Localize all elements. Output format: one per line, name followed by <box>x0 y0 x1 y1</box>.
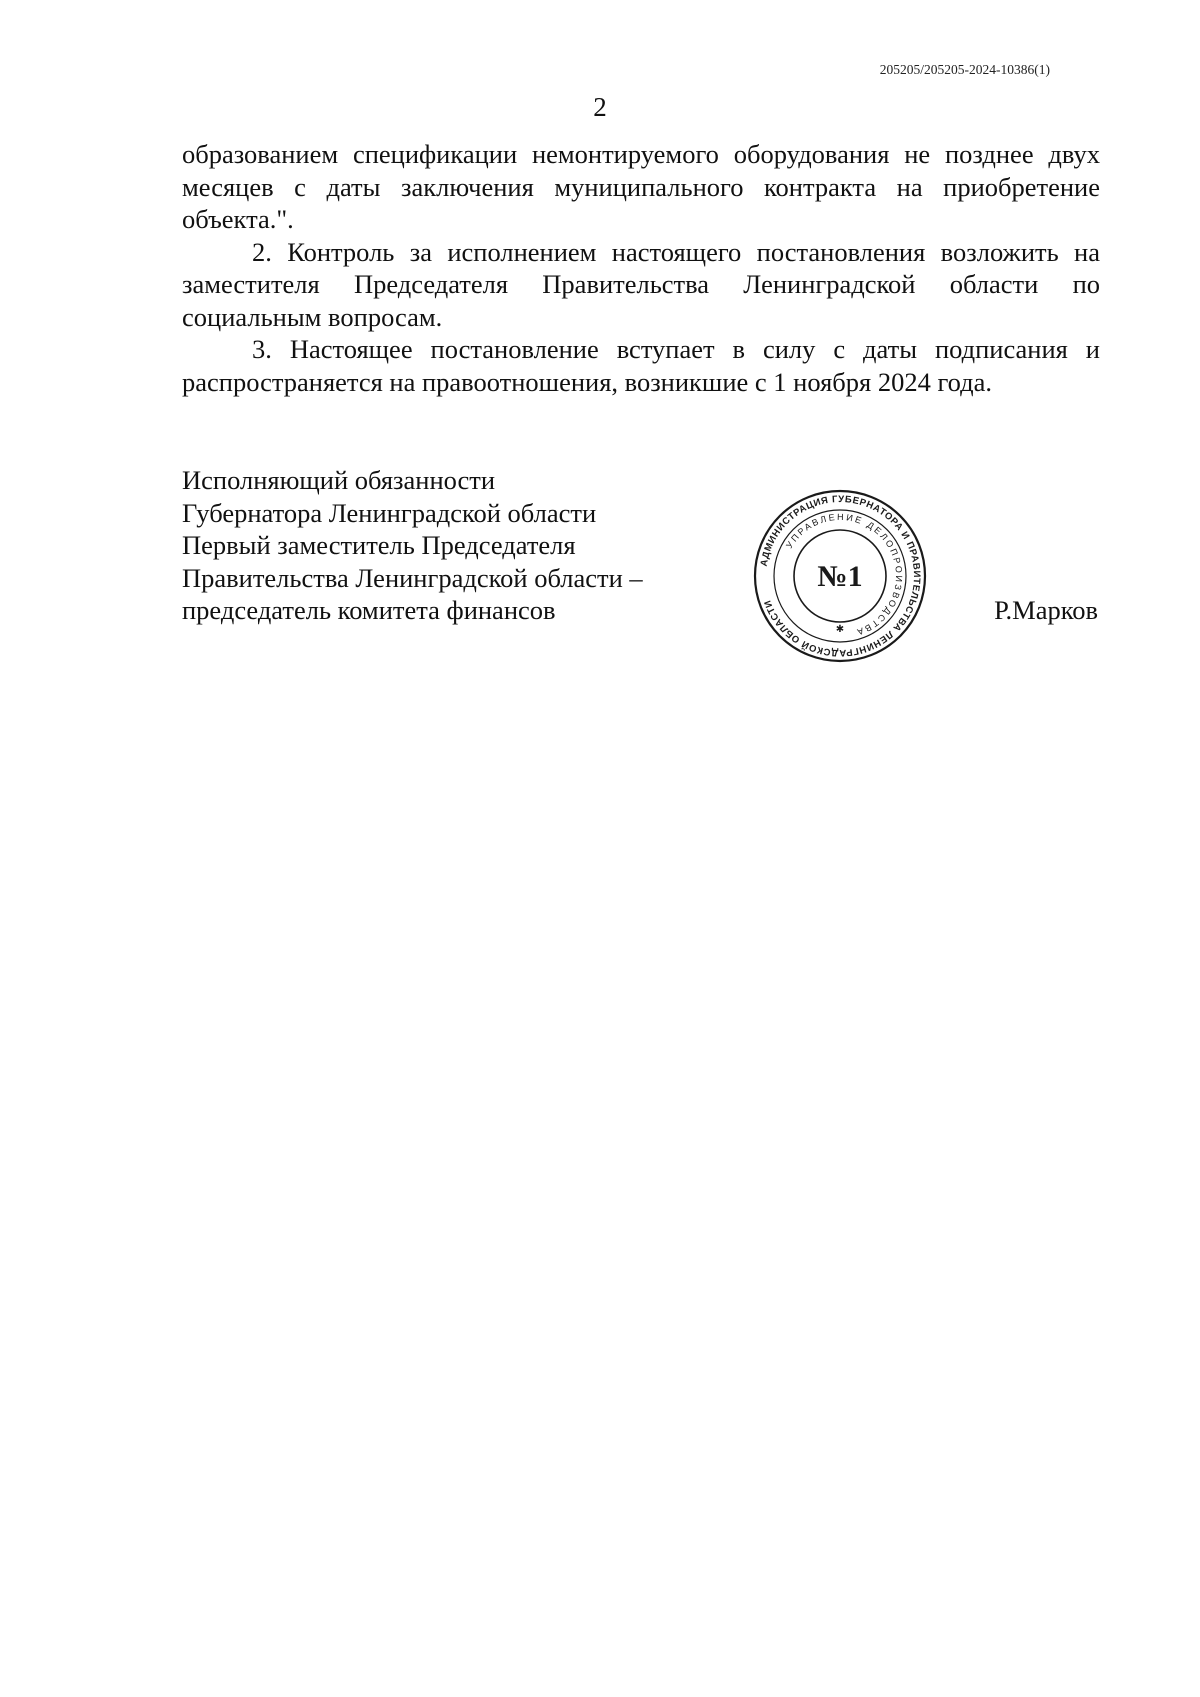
seal-outer-text: АДМИНИСТРАЦИЯ ГУБЕРНАТОРА И ПРАВИТЕЛЬСТВА ЛЕНИНГРАДСКОЙ ОБЛАСТИ <box>758 493 923 659</box>
paragraph-item-3: 3. Настоящее постановление вступает в силу с даты подписания и распространяется на правоотношения, возникшие с 1 ноября 2024 года. <box>182 334 1100 397</box>
official-seal-stamp <box>752 488 928 664</box>
page-number: 2 <box>593 92 607 122</box>
signatory-title-block <box>182 464 643 627</box>
document-body <box>182 138 1100 398</box>
signatory-title-line: Губернатора Ленинградской области <box>182 497 597 528</box>
signatory-title-line: председатель комитета финансов <box>182 595 556 625</box>
signatory-title-line: Первый заместитель Председателя <box>182 530 576 560</box>
signatory-title-line: Исполняющий обязанности <box>182 465 496 495</box>
signatory-name: Р.Марков <box>994 595 1098 625</box>
paragraph-item-2: 2. Контроль за исполнением настоящего постановления возложить на заместителя Председателя Правительства Ленинградской области по социальным вопросам. <box>182 236 1100 332</box>
star-icon: ✱ <box>835 624 845 635</box>
seal-inner-text: УПРАВЛЕНИЕ ДЕЛОПРОИЗВОДСТВА <box>784 511 905 638</box>
seal-center-number: №1 <box>817 560 863 593</box>
paragraph-continuation: образованием спецификации немонтируемого оборудования не позднее двух месяцев с даты заключения муниципального контракта на приобретение объекта.". <box>182 139 1100 234</box>
signatory-title-line: Правительства Ленинградской области – <box>182 562 643 593</box>
document-id: 205205/205205-2024-10386(1) <box>879 62 1050 77</box>
